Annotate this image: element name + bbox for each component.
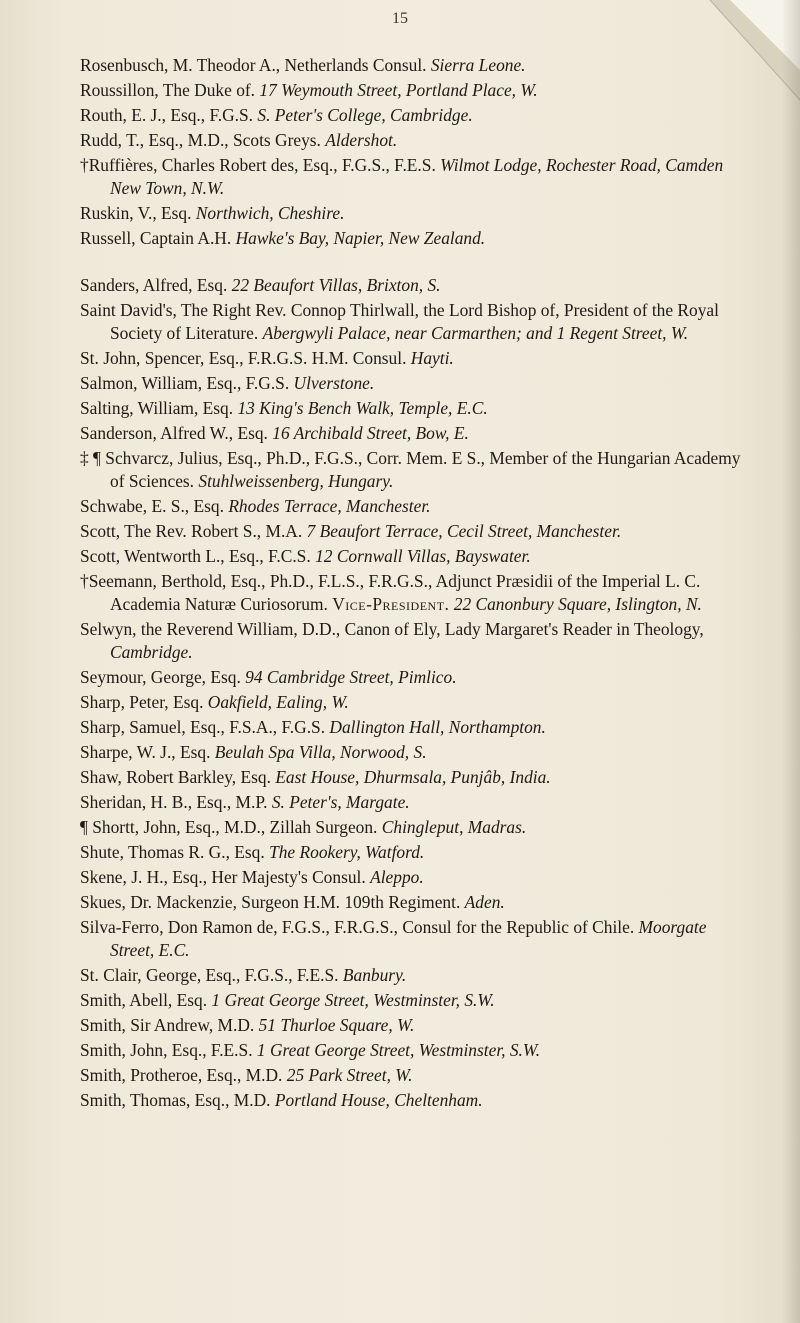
member-address: Aden. bbox=[464, 892, 505, 912]
member-name: Sheridan, H. B., Esq., M.P. bbox=[80, 792, 268, 812]
member-address: Cambridge. bbox=[110, 642, 193, 662]
member-entry bbox=[80, 422, 748, 445]
member-entry bbox=[80, 545, 748, 568]
member-entry bbox=[80, 299, 748, 345]
member-name: Salting, William, Esq. bbox=[80, 398, 234, 418]
member-entry bbox=[80, 866, 748, 889]
member-address: 22 Beaufort Villas, Brixton, S. bbox=[231, 275, 441, 295]
member-name: St. Clair, George, Esq., F.G.S., F.E.S. bbox=[80, 965, 339, 985]
member-entry bbox=[80, 691, 748, 714]
member-entry bbox=[80, 891, 748, 914]
member-address: Portland House, Cheltenham. bbox=[274, 1090, 483, 1110]
member-name: Roussillon, The Duke of. bbox=[80, 80, 256, 100]
member-address: Dallington Hall, Northampton. bbox=[329, 717, 546, 737]
member-name: Scott, The Rev. Robert S., M.A. bbox=[80, 521, 303, 541]
member-name: Saint David's, The Right Rev. Connop Thirlwall, the Lord Bishop of, President of the Royal Society of Literature. bbox=[80, 300, 719, 343]
member-entry bbox=[80, 1089, 748, 1112]
member-entry bbox=[80, 618, 748, 664]
member-entry bbox=[80, 666, 748, 689]
member-entry bbox=[80, 766, 748, 789]
member-address: Oakfield, Ealing, W. bbox=[207, 692, 349, 712]
member-address: Stuhlweissenberg, Hungary. bbox=[198, 471, 394, 491]
member-entry bbox=[80, 1039, 748, 1062]
member-name: Smith, Protheroe, Esq., M.D. bbox=[80, 1065, 283, 1085]
member-name: Sanders, Alfred, Esq. bbox=[80, 275, 228, 295]
member-entry bbox=[80, 520, 748, 543]
member-address: East House, Dhurmsala, Punjâb, India. bbox=[275, 767, 551, 787]
member-address: The Rookery, Watford. bbox=[269, 842, 425, 862]
member-address: Wilmot Lodge, Rochester Road, Camden New Town, N.W. bbox=[110, 155, 724, 198]
member-name: Ruskin, V., Esq. bbox=[80, 203, 192, 223]
member-name: Salmon, William, Esq., F.G.S. bbox=[80, 373, 290, 393]
member-address: 1 Great George Street, Westminster, S.W. bbox=[211, 990, 495, 1010]
member-address: Abergwyli Palace, near Carmarthen; and 1 Regent Street, W. bbox=[262, 323, 689, 343]
member-name: Russell, Captain A.H. bbox=[80, 228, 232, 248]
member-address: Rhodes Terrace, Manchester. bbox=[228, 496, 431, 516]
member-entry bbox=[80, 202, 748, 225]
member-office: Vice-President. bbox=[332, 594, 450, 614]
member-address: 25 Park Street, W. bbox=[286, 1065, 413, 1085]
member-name: Routh, E. J., Esq., F.G.S. bbox=[80, 105, 254, 125]
member-address: Chingleput, Madras. bbox=[381, 817, 527, 837]
member-name: Shute, Thomas R. G., Esq. bbox=[80, 842, 265, 862]
member-address: Aleppo. bbox=[370, 867, 424, 887]
member-name: †Ruffières, Charles Robert des, Esq., F.G.S., F.E.S. bbox=[80, 155, 436, 175]
member-name: Sharp, Peter, Esq. bbox=[80, 692, 204, 712]
member-address: 17 Weymouth Street, Portland Place, W. bbox=[259, 80, 538, 100]
member-entry bbox=[80, 791, 748, 814]
page-edge-shadow bbox=[782, 0, 800, 1323]
member-name: ¶ Shortt, John, Esq., M.D., Zillah Surgeon. bbox=[80, 817, 378, 837]
member-entry bbox=[80, 274, 748, 297]
member-name: ‡ ¶ Schvarcz, Julius, Esq., Ph.D., F.G.S., Corr. Mem. E S., Member of the Hungarian Academy of Sciences. bbox=[80, 448, 741, 491]
member-name: Sanderson, Alfred W., Esq. bbox=[80, 423, 268, 443]
member-name: Smith, Abell, Esq. bbox=[80, 990, 208, 1010]
member-entry bbox=[80, 227, 748, 250]
member-name: Sharpe, W. J., Esq. bbox=[80, 742, 211, 762]
member-name: Rudd, T., Esq., M.D., Scots Greys. bbox=[80, 130, 321, 150]
member-name: Smith, Thomas, Esq., M.D. bbox=[80, 1090, 271, 1110]
member-address: Hawke's Bay, Napier, New Zealand. bbox=[235, 228, 486, 248]
member-entry bbox=[80, 447, 748, 493]
member-name: †Seemann, Berthold, Esq., Ph.D., F.L.S., F.R.G.S., Adjunct Præsidii of the Imperial L. C. Academia Naturæ Curiosorum. bbox=[80, 571, 701, 614]
member-entry bbox=[80, 1014, 748, 1037]
member-address: 13 King's Bench Walk, Temple, E.C. bbox=[237, 398, 488, 418]
member-address: 22 Canonbury Square, Islington, N. bbox=[453, 594, 702, 614]
member-address: Hayti. bbox=[410, 348, 454, 368]
member-name: Schwabe, E. S., Esq. bbox=[80, 496, 224, 516]
member-address: Banbury. bbox=[342, 965, 407, 985]
member-entry bbox=[80, 816, 748, 839]
member-name: Smith, John, Esq., F.E.S. bbox=[80, 1040, 253, 1060]
member-name: Skues, Dr. Mackenzie, Surgeon H.M. 109th Regiment. bbox=[80, 892, 461, 912]
member-entry bbox=[80, 79, 748, 102]
member-name: Sharp, Samuel, Esq., F.S.A., F.G.S. bbox=[80, 717, 326, 737]
member-address: S. Peter's, Margate. bbox=[271, 792, 410, 812]
member-address: Sierra Leone. bbox=[430, 55, 526, 75]
member-entry bbox=[80, 916, 748, 962]
member-address: Northwich, Cheshire. bbox=[195, 203, 345, 223]
member-address: 51 Thurloe Square, W. bbox=[258, 1015, 415, 1035]
member-address: 16 Archibald Street, Bow, E. bbox=[272, 423, 469, 443]
member-entry bbox=[80, 154, 748, 200]
member-address: 94 Cambridge Street, Pimlico. bbox=[245, 667, 457, 687]
member-entry bbox=[80, 570, 748, 616]
member-entry bbox=[80, 347, 748, 370]
member-entry bbox=[80, 495, 748, 518]
member-list bbox=[80, 54, 748, 1136]
member-entry bbox=[80, 841, 748, 864]
member-address: Moorgate Street, E.C. bbox=[110, 917, 707, 960]
member-name: Scott, Wentworth L., Esq., F.C.S. bbox=[80, 546, 311, 566]
member-address: 7 Beaufort Terrace, Cecil Street, Manchester. bbox=[306, 521, 622, 541]
member-address: Aldershot. bbox=[325, 130, 398, 150]
entry-group-s bbox=[80, 274, 748, 1112]
member-entry bbox=[80, 989, 748, 1012]
member-entry bbox=[80, 964, 748, 987]
page-number: 15 bbox=[392, 10, 408, 27]
member-name: Seymour, George, Esq. bbox=[80, 667, 241, 687]
member-name: Rosenbusch, M. Theodor A., Netherlands Consul. bbox=[80, 55, 427, 75]
member-name: Shaw, Robert Barkley, Esq. bbox=[80, 767, 271, 787]
member-entry bbox=[80, 372, 748, 395]
member-name: St. John, Spencer, Esq., F.R.G.S. H.M. Consul. bbox=[80, 348, 407, 368]
member-address: Ulverstone. bbox=[293, 373, 375, 393]
member-entry bbox=[80, 129, 748, 152]
entry-group-r bbox=[80, 54, 748, 250]
member-address: Beulah Spa Villa, Norwood, S. bbox=[214, 742, 427, 762]
member-entry bbox=[80, 716, 748, 739]
member-address: S. Peter's College, Cambridge. bbox=[257, 105, 473, 125]
member-name: Skene, J. H., Esq., Her Majesty's Consul. bbox=[80, 867, 366, 887]
member-entry bbox=[80, 397, 748, 420]
member-entry bbox=[80, 1064, 748, 1087]
member-address: 12 Cornwall Villas, Bayswater. bbox=[315, 546, 531, 566]
member-address: 1 Great George Street, Westminster, S.W. bbox=[256, 1040, 541, 1060]
member-name: Selwyn, the Reverend William, D.D., Canon of Ely, Lady Margaret's Reader in Theology, bbox=[80, 619, 704, 639]
member-entry bbox=[80, 54, 748, 77]
member-entry bbox=[80, 104, 748, 127]
member-entry bbox=[80, 741, 748, 764]
member-name: Smith, Sir Andrew, M.D. bbox=[80, 1015, 255, 1035]
member-name: Silva-Ferro, Don Ramon de, F.G.S., F.R.G.S., Consul for the Republic of Chile. bbox=[80, 917, 635, 937]
